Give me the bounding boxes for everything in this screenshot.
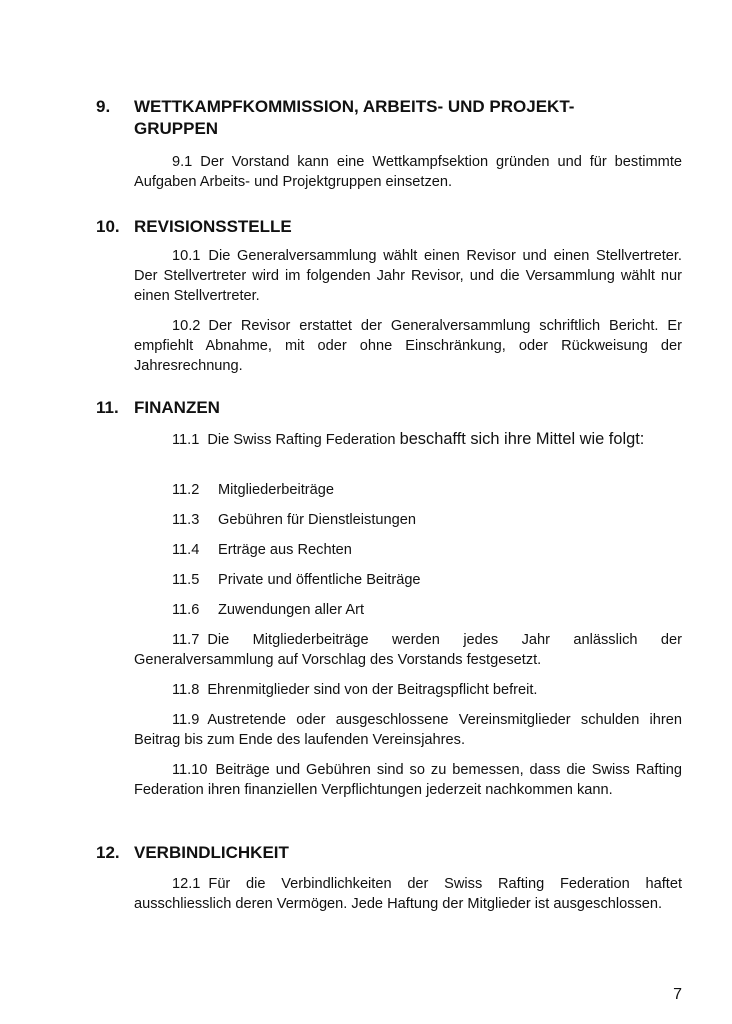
paragraph-10-1 — [134, 246, 682, 306]
section-9-number: 9. — [96, 97, 111, 116]
section-9-title: WETTKAMPFKOMMISSION, ARBEITS- UND PROJEKT-GRUPPEN — [134, 97, 575, 138]
paragraph-number: 11.9 — [172, 712, 200, 728]
section-10-heading — [96, 216, 656, 238]
item-text: Zuwendungen aller Art — [218, 602, 365, 618]
paragraph-11-1 — [134, 428, 682, 451]
paragraph-text: Die Generalversammlung wählt einen Revisor und einen Stellvertreter. Der Stellvertreter wird im folgenden Jahr Revisor, und die Versammlung wählt nur einen Stellvertreter. — [134, 248, 682, 304]
list-item-11-4 — [172, 540, 672, 560]
paragraph-number: 11.7 — [172, 632, 200, 648]
list-item-11-6 — [172, 600, 672, 620]
item-number: 11.4 — [172, 542, 200, 558]
list-item-11-2 — [172, 480, 672, 500]
paragraph-number: 11.10 — [172, 762, 208, 778]
item-text: Erträge aus Rechten — [218, 542, 352, 558]
paragraph-9-1 — [134, 152, 682, 192]
paragraph-11-9 — [134, 710, 682, 750]
list-item-11-3 — [172, 510, 672, 530]
section-11-title: FINANZEN — [134, 398, 220, 417]
item-number: 11.3 — [172, 512, 200, 528]
paragraph-text: Ehrenmitglieder sind von der Beitragspflicht befreit. — [207, 682, 538, 698]
item-number: 11.6 — [172, 602, 200, 618]
paragraph-11-8 — [134, 680, 682, 700]
paragraph-11-10 — [134, 760, 682, 800]
section-9-heading — [96, 96, 656, 140]
paragraph-text: Beiträge und Gebühren sind so zu bemessen, dass die Swiss Rafting Federation ihren finanziellen Verpflichtungen jederzeit nachkommen kann. — [134, 762, 682, 798]
paragraph-number: 9.1 — [172, 154, 193, 170]
paragraph-11-7 — [134, 630, 682, 670]
paragraph-text-large: beschafft sich ihre Mittel wie folgt: — [399, 430, 645, 448]
section-11-heading — [96, 397, 656, 419]
paragraph-10-2 — [134, 316, 682, 376]
item-number: 11.5 — [172, 572, 200, 588]
paragraph-text: Der Revisor erstattet der Generalversammlung schriftlich Bericht. Er empfiehlt Abnahme, mit oder ohne Einschränkung, oder Rückweisung der Jahresrechnung. — [134, 318, 682, 374]
section-11-number: 11. — [96, 398, 119, 417]
paragraph-text: Die Swiss Rafting Federation — [207, 432, 396, 448]
paragraph-number: 10.2 — [172, 318, 201, 334]
paragraph-text: Die Mitgliederbeiträge werden jedes Jahr anlässlich der Generalversammlung auf Vorschlag des Vorstands festgesetzt. — [134, 632, 682, 668]
section-12-heading — [96, 842, 656, 864]
item-text: Mitgliederbeiträge — [218, 482, 335, 498]
paragraph-text: Der Vorstand kann eine Wettkampfsektion gründen und für bestimmte Aufgaben Arbeits- und Projektgruppen einsetzen. — [134, 154, 682, 190]
item-text: Gebühren für Dienstleistungen — [218, 512, 416, 528]
item-number: 11.2 — [172, 482, 200, 498]
paragraph-number: 12.1 — [172, 876, 201, 892]
paragraph-text: Austretende oder ausgeschlossene Vereinsmitglieder schulden ihren Beitrag bis zum Ende des laufenden Vereinsjahres. — [134, 712, 682, 748]
list-item-11-5 — [172, 570, 672, 590]
section-12-title: VERBINDLICHKEIT — [134, 843, 289, 862]
paragraph-number: 10.1 — [172, 248, 201, 264]
page-number: 7 — [673, 986, 682, 1003]
paragraph-number: 11.8 — [172, 682, 200, 698]
paragraph-12-1 — [134, 874, 682, 914]
section-12-number: 12. — [96, 843, 120, 862]
paragraph-number: 11.1 — [172, 432, 200, 448]
section-10-title: REVISIONSSTELLE — [134, 217, 292, 236]
paragraph-text: Für die Verbindlichkeiten der Swiss Rafting Federation haftet ausschliesslich deren Vermögen. Jede Haftung der Mitglieder ist ausgeschlossen. — [134, 876, 682, 912]
section-10-number: 10. — [96, 217, 120, 236]
item-text: Private und öffentliche Beiträge — [218, 572, 421, 588]
